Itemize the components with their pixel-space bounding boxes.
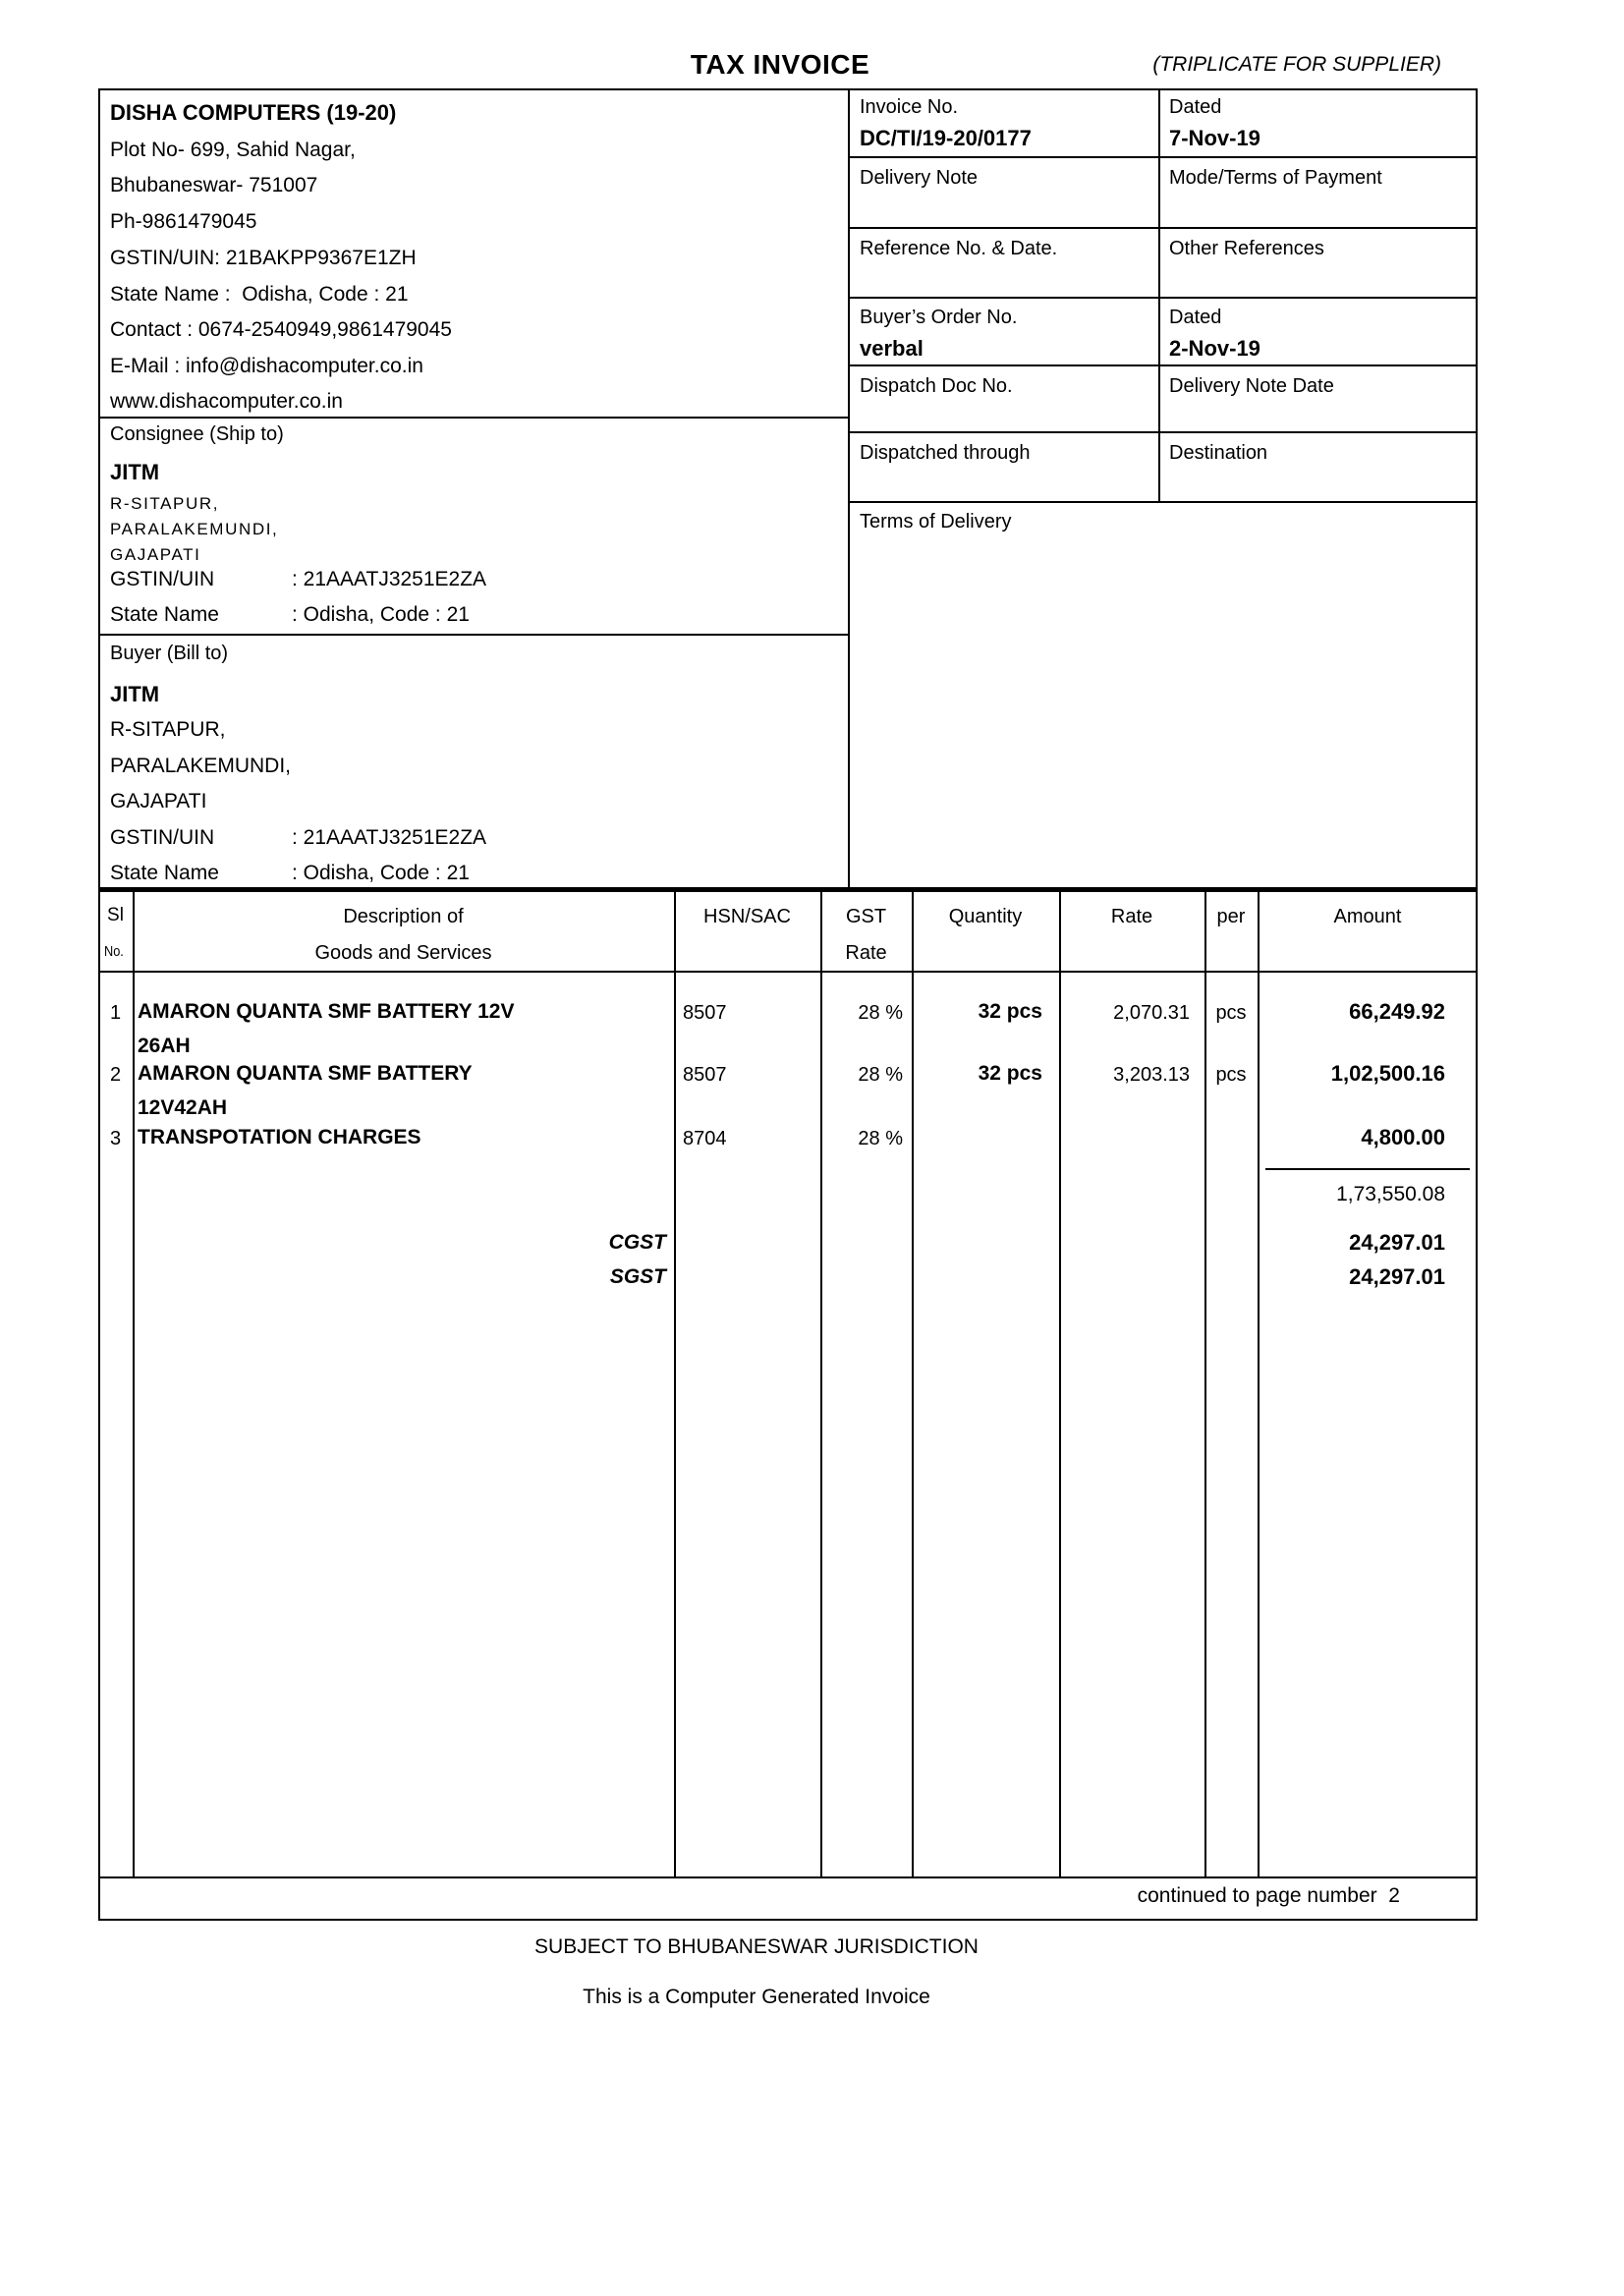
- row-description: 26AH: [138, 1035, 191, 1057]
- col-divider-sl: [133, 892, 135, 1876]
- grid-line-1: [848, 156, 1478, 158]
- row-amount: 66,249.92: [1349, 999, 1445, 1024]
- row-description: AMARON QUANTA SMF BATTERY 12V: [138, 1000, 515, 1023]
- seller-address-line: Plot No- 699, Sahid Nagar,: [110, 139, 356, 161]
- header-description-line1: Description of: [343, 906, 464, 927]
- subtotal-amount: 1,73,550.08: [1336, 1183, 1445, 1205]
- seller-name: DISHA COMPUTERS (19-20): [110, 100, 397, 125]
- dispatched-through-label: Dispatched through: [860, 442, 1031, 464]
- row-quantity: 32 pcs: [978, 1000, 1042, 1023]
- seller-website: www.dishacomputer.co.in: [110, 390, 343, 413]
- grid-line-6: [848, 501, 1478, 503]
- buyer-gstin-label: GSTIN/UIN: [110, 826, 215, 849]
- mode-terms-label: Mode/Terms of Payment: [1169, 167, 1382, 189]
- header-hsn: HSN/SAC: [703, 906, 791, 927]
- dated-value: 7-Nov-19: [1169, 126, 1260, 150]
- header-description-line2: Goods and Services: [314, 942, 492, 964]
- header-amount: Amount: [1333, 906, 1402, 927]
- row-amount: 4,800.00: [1361, 1125, 1445, 1149]
- row-description: AMARON QUANTA SMF BATTERY: [138, 1062, 473, 1085]
- consignee-state-value: : Odisha, Code : 21: [292, 603, 470, 626]
- divider-under-consignee: [98, 634, 850, 636]
- invoice-no-value: DC/TI/19-20/0177: [860, 126, 1032, 150]
- header-sl-line2: No.: [104, 943, 124, 960]
- header-quantity: Quantity: [948, 906, 1023, 927]
- delivery-note-date-label: Delivery Note Date: [1169, 375, 1334, 397]
- row-hsn: 8507: [683, 1002, 727, 1024]
- table-top-border: [98, 887, 1478, 892]
- row-description: TRANSPOTATION CHARGES: [138, 1126, 421, 1148]
- buyer-address-line: PARALAKEMUNDI,: [110, 755, 291, 777]
- copy-type-label: (TRIPLICATE FOR SUPPLIER): [1152, 53, 1441, 76]
- cgst-amount: 24,297.01: [1349, 1230, 1445, 1255]
- invoice-no-label: Invoice No.: [860, 96, 959, 118]
- row-amount: 1,02,500.16: [1330, 1061, 1445, 1086]
- terms-of-delivery-label: Terms of Delivery: [860, 511, 1012, 532]
- order-dated-label: Dated: [1169, 307, 1222, 328]
- row-description: 12V42AH: [138, 1096, 228, 1119]
- consignee-name: JITM: [110, 460, 160, 484]
- buyers-order-value: verbal: [860, 336, 924, 361]
- grid-line-3: [848, 297, 1478, 299]
- buyer-state-value: : Odisha, Code : 21: [292, 862, 470, 884]
- col-divider-quantity: [1059, 892, 1061, 1876]
- buyer-address-line: R-SITAPUR,: [110, 718, 226, 741]
- buyer-label: Buyer (Bill to): [110, 643, 229, 664]
- sgst-label: SGST: [609, 1265, 666, 1288]
- consignee-address-line: PARALAKEMUNDI,: [110, 520, 279, 538]
- seller-contact: Contact : 0674-2540949,9861479045: [110, 318, 452, 341]
- divider-seller-details: [848, 88, 850, 891]
- other-references-label: Other References: [1169, 238, 1324, 259]
- grid-line-2: [848, 227, 1478, 229]
- col-divider-per: [1258, 892, 1260, 1876]
- col-divider-hsn: [820, 892, 822, 1876]
- seller-address-line: Bhubaneswar- 751007: [110, 174, 318, 196]
- buyer-gstin-value: : 21AAATJ3251E2ZA: [292, 826, 487, 849]
- row-per: pcs: [1215, 1064, 1247, 1086]
- buyer-address-line: GAJAPATI: [110, 790, 207, 812]
- seller-address-line: Ph-9861479045: [110, 210, 257, 233]
- subtotal-rule: [1265, 1168, 1470, 1170]
- continued-note: continued to page number 2: [1137, 1884, 1400, 1907]
- row-hsn: 8507: [683, 1064, 727, 1086]
- header-gst-line1: GST: [845, 906, 887, 927]
- generated-note: This is a Computer Generated Invoice: [583, 1986, 930, 2008]
- row-gst-rate: 28 %: [858, 1002, 903, 1024]
- consignee-state-label: State Name: [110, 603, 219, 626]
- sgst-amount: 24,297.01: [1349, 1264, 1445, 1289]
- consignee-gstin-value: : 21AAATJ3251E2ZA: [292, 568, 487, 590]
- row-gst-rate: 28 %: [858, 1064, 903, 1086]
- reference-label: Reference No. & Date.: [860, 238, 1058, 259]
- seller-email: E-Mail : info@dishacomputer.co.in: [110, 355, 423, 377]
- page-title: TAX INVOICE: [690, 49, 870, 80]
- grid-line-4: [848, 364, 1478, 366]
- table-header-border: [98, 971, 1478, 973]
- consignee-address-line: R-SITAPUR,: [110, 494, 220, 513]
- buyer-state-label: State Name: [110, 862, 219, 884]
- header-per: per: [1216, 906, 1246, 927]
- consignee-address-line: GAJAPATI: [110, 545, 201, 564]
- header-gst-line2: Rate: [845, 942, 887, 964]
- header-sl-line1: Sl: [107, 905, 124, 925]
- header-rate: Rate: [1110, 906, 1153, 927]
- row-per: pcs: [1215, 1002, 1247, 1024]
- seller-gstin: GSTIN/UIN: 21BAKPP9367E1ZH: [110, 247, 417, 269]
- dated-label: Dated: [1169, 96, 1222, 118]
- col-divider-gst: [912, 892, 914, 1876]
- table-bottom-border: [98, 1876, 1478, 1878]
- jurisdiction-note: SUBJECT TO BHUBANESWAR JURISDICTION: [534, 1935, 979, 1958]
- destination-label: Destination: [1169, 442, 1268, 464]
- order-dated-value: 2-Nov-19: [1169, 336, 1260, 361]
- row-sl: 2: [109, 1064, 122, 1086]
- row-quantity: 32 pcs: [978, 1062, 1042, 1085]
- delivery-note-label: Delivery Note: [860, 167, 979, 189]
- row-gst-rate: 28 %: [858, 1128, 903, 1149]
- col-divider-description: [674, 892, 676, 1876]
- seller-state: State Name : Odisha, Code : 21: [110, 283, 409, 306]
- consignee-gstin-label: GSTIN/UIN: [110, 568, 215, 590]
- divider-under-seller: [98, 417, 850, 419]
- consignee-label: Consignee (Ship to): [110, 423, 284, 445]
- cgst-label: CGST: [608, 1231, 666, 1254]
- row-rate: 3,203.13: [1113, 1064, 1190, 1086]
- dispatch-doc-label: Dispatch Doc No.: [860, 375, 1013, 397]
- buyer-name: JITM: [110, 682, 160, 706]
- col-divider-rate: [1204, 892, 1206, 1876]
- grid-line-5: [848, 431, 1478, 433]
- row-rate: 2,070.31: [1113, 1002, 1190, 1024]
- row-sl: 3: [109, 1128, 122, 1149]
- buyers-order-label: Buyer’s Order No.: [860, 307, 1018, 328]
- divider-details-columns: [1158, 88, 1160, 502]
- row-sl: 1: [109, 1002, 122, 1024]
- row-hsn: 8704: [683, 1128, 727, 1149]
